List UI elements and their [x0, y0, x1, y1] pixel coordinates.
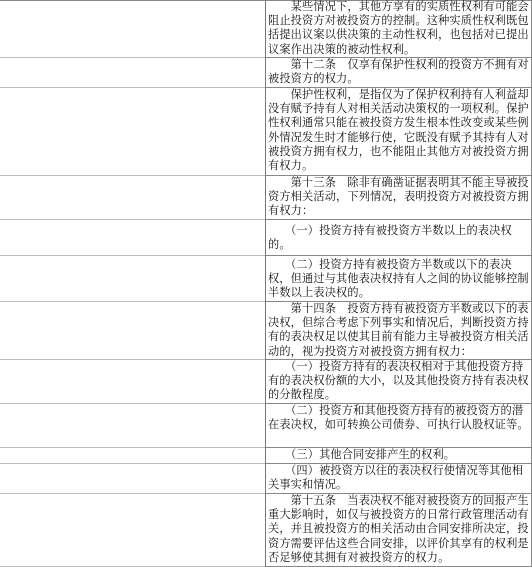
text-row [266, 176, 532, 220]
left-row [0, 360, 265, 404]
left-row [0, 494, 265, 567]
paragraph-text: 第十五条 当表决权不能对被投资方的回报产生重大影响时，如仅与被投资方的日常行政管理活动有关，并且被投资方的相关活动由合同安排所决定，投资方需要评估这些合同安排，以评价其享有的权利是否足够使其拥有对被投资方的权力。 [268, 494, 529, 564]
paragraph-text: 某些情况下，其他方享有的实质性权利有可能会阻止投资方对被投资方的控制。这种实质性权利既包括提出议案以供决策的主动性权利，也包括对已提出议案作出决策的被动性权利。 [268, 0, 529, 56]
paragraph-text: 第十三条 除非有确凿证据表明其不能主导被投资方相关活动，下列情况，表明投资方对被投资方拥有权力： [268, 176, 529, 218]
paragraph-text: （一）投资方持有被投资方半数以上的表决权的。 [268, 224, 512, 252]
left-row [0, 220, 265, 256]
paragraph-text: （三）其他合同安排产生的权利。 [268, 448, 456, 461]
text-row [266, 88, 532, 176]
left-column [0, 0, 265, 567]
text-row [266, 256, 532, 302]
left-row [0, 176, 265, 220]
paragraph-text: 第十二条 仅享有保护性权利的投资方不拥有对被投资方的权力。 [268, 58, 529, 86]
text-row [266, 58, 532, 88]
text-row [266, 464, 532, 494]
paragraph-text: （二）投资方和其他投资方持有的被投资方的潜在表决权，如可转换公司债券、可执行认股权证等。 [268, 404, 529, 432]
text-row [266, 448, 532, 464]
paragraph-text: （四）被投资方以往的表决权行使情况等其他相关事实和情况。 [268, 464, 524, 492]
left-row [0, 404, 265, 448]
paragraph-text: 第十四条 投资方持有被投资方半数或以下的表决权，但综合考虑下列事实和情况后，判断投资方持有的表决权足以使其目前有能力主导被投资方相关活动的，视为投资方对被投资方拥有权力： [268, 302, 529, 358]
text-row [266, 302, 532, 360]
left-row [0, 256, 265, 302]
text-row [266, 220, 532, 256]
paragraph-text: 保护性权利，是指仅为了保护权利持有人利益却没有赋予持有人对相关活动决策权的一项权利。保护性权利通常只能在被投资方发生根本性改变或某些例外情况发生时才能够行使，它既没有赋予其持有人对被投资方拥有权力，也不能阻止其他方对被投资方拥有权力。 [268, 88, 529, 173]
left-row [0, 88, 265, 176]
text-row [266, 494, 532, 567]
text-row [266, 404, 532, 448]
paragraph-text: （一）投资方持有的表决权相对于其他投资方持有的表决权份额的大小，以及其他投资方持有表决权的分散程度。 [268, 360, 529, 402]
left-row [0, 0, 265, 58]
left-row [0, 302, 265, 360]
text-row [266, 360, 532, 404]
left-row [0, 464, 265, 494]
right-column [265, 0, 532, 567]
left-row [0, 448, 265, 464]
paragraph-text: （二）投资方持有被投资方半数或以下的表决权，但通过与其他表决权持有人之间的协议能够控制半数以上表决权的。 [268, 258, 529, 300]
left-row [0, 58, 265, 88]
text-row [266, 0, 532, 58]
